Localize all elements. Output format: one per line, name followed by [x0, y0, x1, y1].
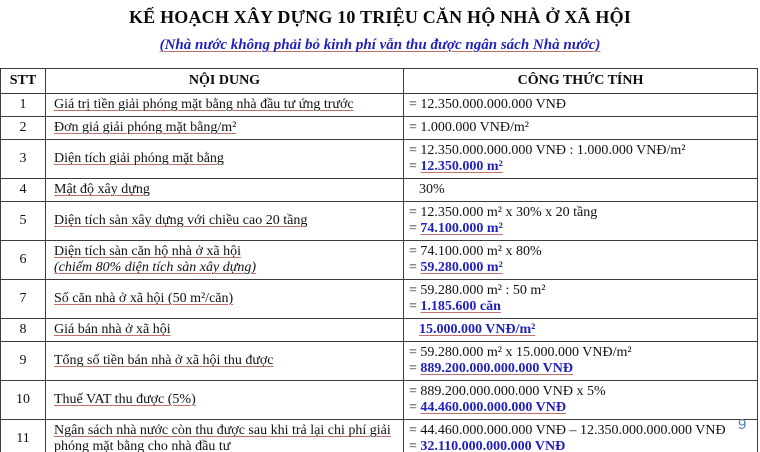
- formula-line: [409, 322, 753, 338]
- result-value: 15.000.000 VNĐ/m²: [419, 322, 536, 337]
- formula-line: [409, 400, 753, 416]
- formula-line: [409, 221, 753, 237]
- equals-sign: =: [409, 244, 421, 259]
- formula-cell: [404, 179, 758, 202]
- equals-sign: =: [409, 159, 421, 174]
- formula-cell: [404, 420, 758, 452]
- formula-line: [409, 120, 753, 136]
- result-value: 889.200.000.000.000 VNĐ: [420, 361, 573, 376]
- content-cell: [46, 202, 404, 241]
- result-value: 1.185.600 căn: [420, 299, 501, 314]
- content-line: Số căn nhà ở xã hội (50 m²/căn): [54, 291, 234, 306]
- formula-expression: 30%: [419, 182, 445, 197]
- formula-cell: [404, 319, 758, 342]
- content-cell: [46, 280, 404, 319]
- formula-line: [409, 283, 753, 299]
- formula-line: [409, 143, 753, 159]
- formula-expression: 59.280.000 m² x 15.000.000 VNĐ/m²: [420, 345, 632, 360]
- formula-line: [409, 345, 753, 361]
- formula-line: [409, 423, 753, 439]
- equals-sign: =: [409, 221, 421, 236]
- formula-cell: [404, 117, 758, 140]
- row-number-cell: 6: [1, 241, 46, 280]
- formula-line: [409, 361, 753, 377]
- content-cell: [46, 319, 404, 342]
- row-number-cell: 9: [1, 342, 46, 381]
- content-line: Ngân sách nhà nước còn thu được sau khi trả lại chi phí giải phóng mặt bằng cho nhà đầu tư: [54, 423, 391, 452]
- equals-sign: =: [409, 283, 421, 298]
- row-number-cell: 3: [1, 140, 46, 179]
- table-header-row: [1, 69, 758, 94]
- table-row: [1, 179, 758, 202]
- row-number-cell: 7: [1, 280, 46, 319]
- content-cell: [46, 381, 404, 420]
- formula-line: [409, 299, 753, 315]
- content-line: Thuế VAT thu được (5%): [54, 392, 196, 407]
- formula-expression: 74.100.000 m² x 80%: [420, 244, 542, 259]
- formula-expression: 59.280.000 m² : 50 m²: [420, 283, 546, 298]
- formula-expression: 889.200.000.000.000 VNĐ x 5%: [420, 384, 606, 399]
- equals-sign: =: [409, 400, 421, 415]
- plan-table: [0, 68, 758, 452]
- row-number-cell: 5: [1, 202, 46, 241]
- row-number-cell: 11: [1, 420, 46, 452]
- equals-sign: =: [409, 361, 421, 376]
- row-number-cell: 4: [1, 179, 46, 202]
- row-number-cell: 2: [1, 117, 46, 140]
- result-value: 44.460.000.000.000 VNĐ: [420, 400, 566, 415]
- content-line: Mật độ xây dựng: [54, 182, 150, 197]
- formula-cell: [404, 241, 758, 280]
- formula-expression: 12.350.000.000.000 VNĐ : 1.000.000 VNĐ/m²: [420, 143, 686, 158]
- formula-line: [409, 384, 753, 400]
- result-value: 59.280.000 m²: [420, 260, 503, 275]
- formula-cell: [404, 280, 758, 319]
- column-header-noi-dung: NỘI DUNG: [46, 69, 404, 94]
- content-cell: [46, 420, 404, 452]
- content-cell: [46, 342, 404, 381]
- table-row: [1, 94, 758, 117]
- equals-sign: =: [409, 260, 421, 275]
- table-row: [1, 381, 758, 420]
- content-cell: [46, 94, 404, 117]
- page-subtitle: (Nhà nước không phải bỏ kinh phí vẫn thu được ngân sách Nhà nước): [159, 37, 601, 53]
- equals-sign: =: [409, 120, 421, 135]
- page-title: KẾ HOẠCH XÂY DỰNG 10 TRIỆU CĂN HỘ NHÀ Ở XÃ HỘI: [128, 7, 632, 27]
- formula-line: [409, 159, 753, 175]
- table-row: [1, 241, 758, 280]
- formula-cell: [404, 94, 758, 117]
- content-line: (chiếm 80% diện tích sàn xây dựng): [54, 260, 257, 275]
- equals-sign: =: [409, 97, 421, 112]
- content-line: Tổng số tiền bán nhà ở xã hội thu được: [54, 353, 274, 368]
- row-number-cell: 10: [1, 381, 46, 420]
- content-line: Giá bán nhà ở xã hội: [54, 322, 171, 337]
- result-value: 32.110.000.000.000 VNĐ: [420, 439, 566, 452]
- column-header-cong-thuc-tinh: CÔNG THỨC TÍNH: [404, 69, 758, 94]
- formula-expression: 44.460.000.000.000 VNĐ – 12.350.000.000.000 VNĐ: [420, 423, 726, 438]
- formula-cell: [404, 381, 758, 420]
- table-row: [1, 342, 758, 381]
- result-value: 74.100.000 m²: [420, 221, 503, 236]
- content-cell: [46, 179, 404, 202]
- formula-expression: 1.000.000 VNĐ/m²: [420, 120, 529, 135]
- equals-sign: =: [409, 384, 421, 399]
- formula-line: [409, 439, 753, 452]
- content-line: Diện tích sàn căn hộ nhà ở xã hội: [54, 244, 242, 259]
- table-body: [1, 94, 758, 452]
- column-header-stt: STT: [1, 69, 46, 94]
- equals-sign: =: [409, 143, 421, 158]
- table-row: [1, 280, 758, 319]
- row-number-cell: 8: [1, 319, 46, 342]
- formula-expression: 12.350.000 m² x 30% x 20 tầng: [420, 205, 598, 220]
- formula-line: [409, 205, 753, 221]
- formula-line: [409, 97, 753, 113]
- content-line: Đơn giá giải phóng mặt bằng/m²: [54, 120, 237, 135]
- equals-sign: =: [409, 439, 421, 452]
- content-cell: [46, 140, 404, 179]
- slide-page-number: 9: [738, 416, 747, 433]
- content-line: Diện tích giải phóng mặt bằng: [54, 151, 224, 166]
- content-line: Giá trị tiền giải phóng mặt bằng nhà đầu tư ứng trước: [54, 97, 354, 112]
- equals-sign: =: [409, 299, 421, 314]
- table-row: [1, 117, 758, 140]
- table-row: [1, 319, 758, 342]
- formula-line: [409, 182, 753, 198]
- formula-cell: [404, 342, 758, 381]
- formula-cell: [404, 202, 758, 241]
- equals-sign: =: [409, 345, 421, 360]
- formula-line: [409, 260, 753, 276]
- result-value: 12.350.000 m²: [420, 159, 503, 174]
- content-line: Diện tích sàn xây dựng với chiều cao 20 tầng: [54, 213, 308, 228]
- row-number-cell: 1: [1, 94, 46, 117]
- equals-sign: =: [409, 423, 421, 438]
- table-row: [1, 420, 758, 452]
- table-row: [1, 140, 758, 179]
- formula-cell: [404, 140, 758, 179]
- content-cell: [46, 117, 404, 140]
- formula-expression: 12.350.000.000.000 VNĐ: [420, 97, 566, 112]
- table-row: [1, 202, 758, 241]
- formula-line: [409, 244, 753, 260]
- equals-sign: =: [409, 205, 421, 220]
- content-cell: [46, 241, 404, 280]
